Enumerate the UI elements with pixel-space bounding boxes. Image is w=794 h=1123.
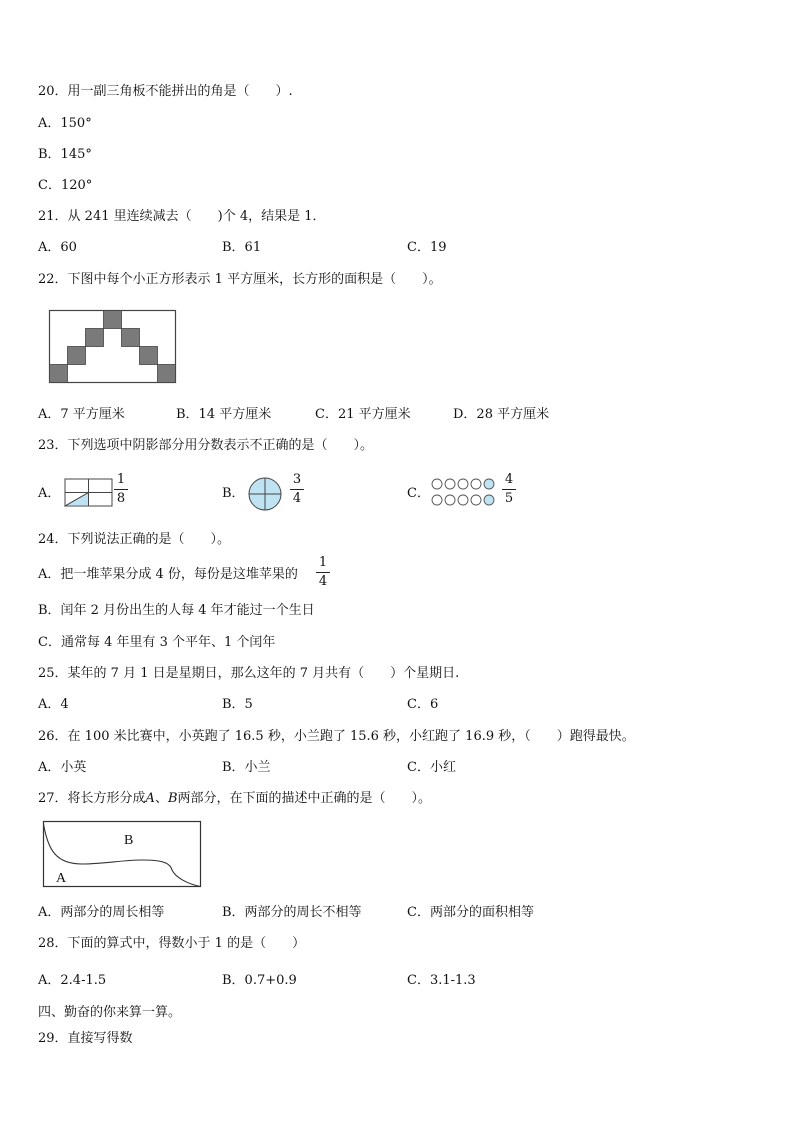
- q27-figure-label-b: B: [124, 833, 134, 848]
- q23-c-numerator: 4: [504, 472, 514, 487]
- q27-sep: 、: [154, 791, 168, 806]
- q22-grid-figure: [48, 309, 178, 385]
- q25-option-b[interactable]: B．5: [222, 697, 253, 712]
- q20-option-b[interactable]: B．145°: [38, 147, 92, 162]
- q26-option-b[interactable]: B．小兰: [222, 760, 271, 775]
- q23-b-denominator: 4: [292, 491, 302, 506]
- q21-option-b[interactable]: B．61: [222, 240, 262, 255]
- q28-option-a[interactable]: A．2.4-1.5: [38, 973, 107, 988]
- q24-option-a[interactable]: A．把一堆苹果分成 4 份，每份是这堆苹果的: [38, 567, 298, 582]
- q20-stem: 20．用一副三角板不能拼出的角是（ ）.: [38, 84, 293, 99]
- q21-option-a[interactable]: A．60: [38, 240, 77, 255]
- q28-option-b[interactable]: B．0.7+0.9: [222, 973, 297, 988]
- q27-figure-label-a: A: [56, 871, 67, 886]
- q23-option-a-label[interactable]: A．: [38, 486, 61, 501]
- q27-var-a: A: [145, 791, 155, 806]
- q27-rectangle-figure: [42, 820, 204, 890]
- q25-option-c[interactable]: C．6: [407, 697, 439, 712]
- q27-stem-suffix: 两部分，在下面的描述中正确的是（ ）。: [177, 791, 432, 806]
- q27-option-c[interactable]: C．两部分的面积相等: [407, 905, 534, 920]
- q21-option-c[interactable]: C．19: [407, 240, 447, 255]
- q25-stem: 25．某年的 7 月 1 日是星期日，那么这年的 7 月共有（ ）个星期日.: [38, 666, 460, 681]
- q23-a-numerator: 1: [116, 472, 126, 487]
- q26-option-c[interactable]: C．小红: [407, 760, 456, 775]
- q24-a-numerator: 1: [318, 555, 328, 570]
- q28-option-c[interactable]: C．3.1-1.3: [407, 973, 476, 988]
- q27-option-a[interactable]: A．两部分的周长相等: [38, 905, 165, 920]
- q28-stem: 28．下面的算式中，得数小于 1 的是（ ）: [38, 936, 306, 951]
- q23-c-fraction: [502, 473, 516, 506]
- q22-option-c[interactable]: C．21 平方厘米: [315, 407, 411, 422]
- q24-option-b[interactable]: B．闰年 2 月份出生的人每 4 年才能过一个生日: [38, 603, 315, 618]
- q23-c-circles-figure: [430, 476, 500, 508]
- q23-a-denominator: 8: [116, 491, 126, 506]
- q23-stem: 23．下列选项中阴影部分用分数表示不正确的是（ ）。: [38, 438, 374, 453]
- q25-option-a[interactable]: A．4: [38, 697, 69, 712]
- q23-b-fraction: [290, 473, 304, 506]
- q27-stem: [38, 791, 431, 807]
- q22-option-d[interactable]: D．28 平方厘米: [453, 407, 550, 422]
- q22-stem: 22．下图中每个小正方形表示 1 平方厘米，长方形的面积是（ ）。: [38, 272, 442, 287]
- q27-stem-prefix: 27．将长方形分成: [38, 791, 146, 806]
- q23-b-circle-figure: [247, 476, 283, 512]
- q22-option-b[interactable]: B．14 平方厘米: [176, 407, 272, 422]
- q29-stem: 29．直接写得数: [38, 1031, 133, 1046]
- q23-c-denominator: 5: [504, 491, 514, 506]
- q23-a-fraction: [114, 473, 128, 506]
- q23-b-numerator: 3: [292, 472, 302, 487]
- q22-option-a[interactable]: A．7 平方厘米: [38, 407, 125, 422]
- section-4-title: 四、勤奋的你来算一算。: [38, 1005, 182, 1020]
- q20-option-a[interactable]: A．150°: [38, 116, 92, 131]
- q26-stem: 26．在 100 米比赛中，小英跑了 16.5 秒，小兰跑了 15.6 秒，小红跑了 16.9 秒，（ ）跑得最快。: [38, 729, 635, 744]
- q23-option-c-label[interactable]: C．: [407, 486, 430, 501]
- q23-a-rectangle-figure: [64, 478, 114, 508]
- q27-var-b: B: [167, 791, 178, 806]
- q24-a-denominator: 4: [318, 574, 328, 589]
- q23-option-b-label[interactable]: B．: [222, 486, 245, 501]
- q21-stem: 21．从 241 里连续减去（ )个 4，结果是 1．: [38, 209, 326, 224]
- q27-option-b[interactable]: B．两部分的周长不相等: [222, 905, 362, 920]
- q24-stem: 24．下列说法正确的是（ ）。: [38, 532, 231, 547]
- q20-option-c[interactable]: C．120°: [38, 178, 93, 193]
- q26-option-a[interactable]: A．小英: [38, 760, 87, 775]
- q24-a-fraction: [316, 556, 330, 589]
- q24-option-c[interactable]: C．通常每 4 年里有 3 个平年、1 个闰年: [38, 635, 276, 650]
